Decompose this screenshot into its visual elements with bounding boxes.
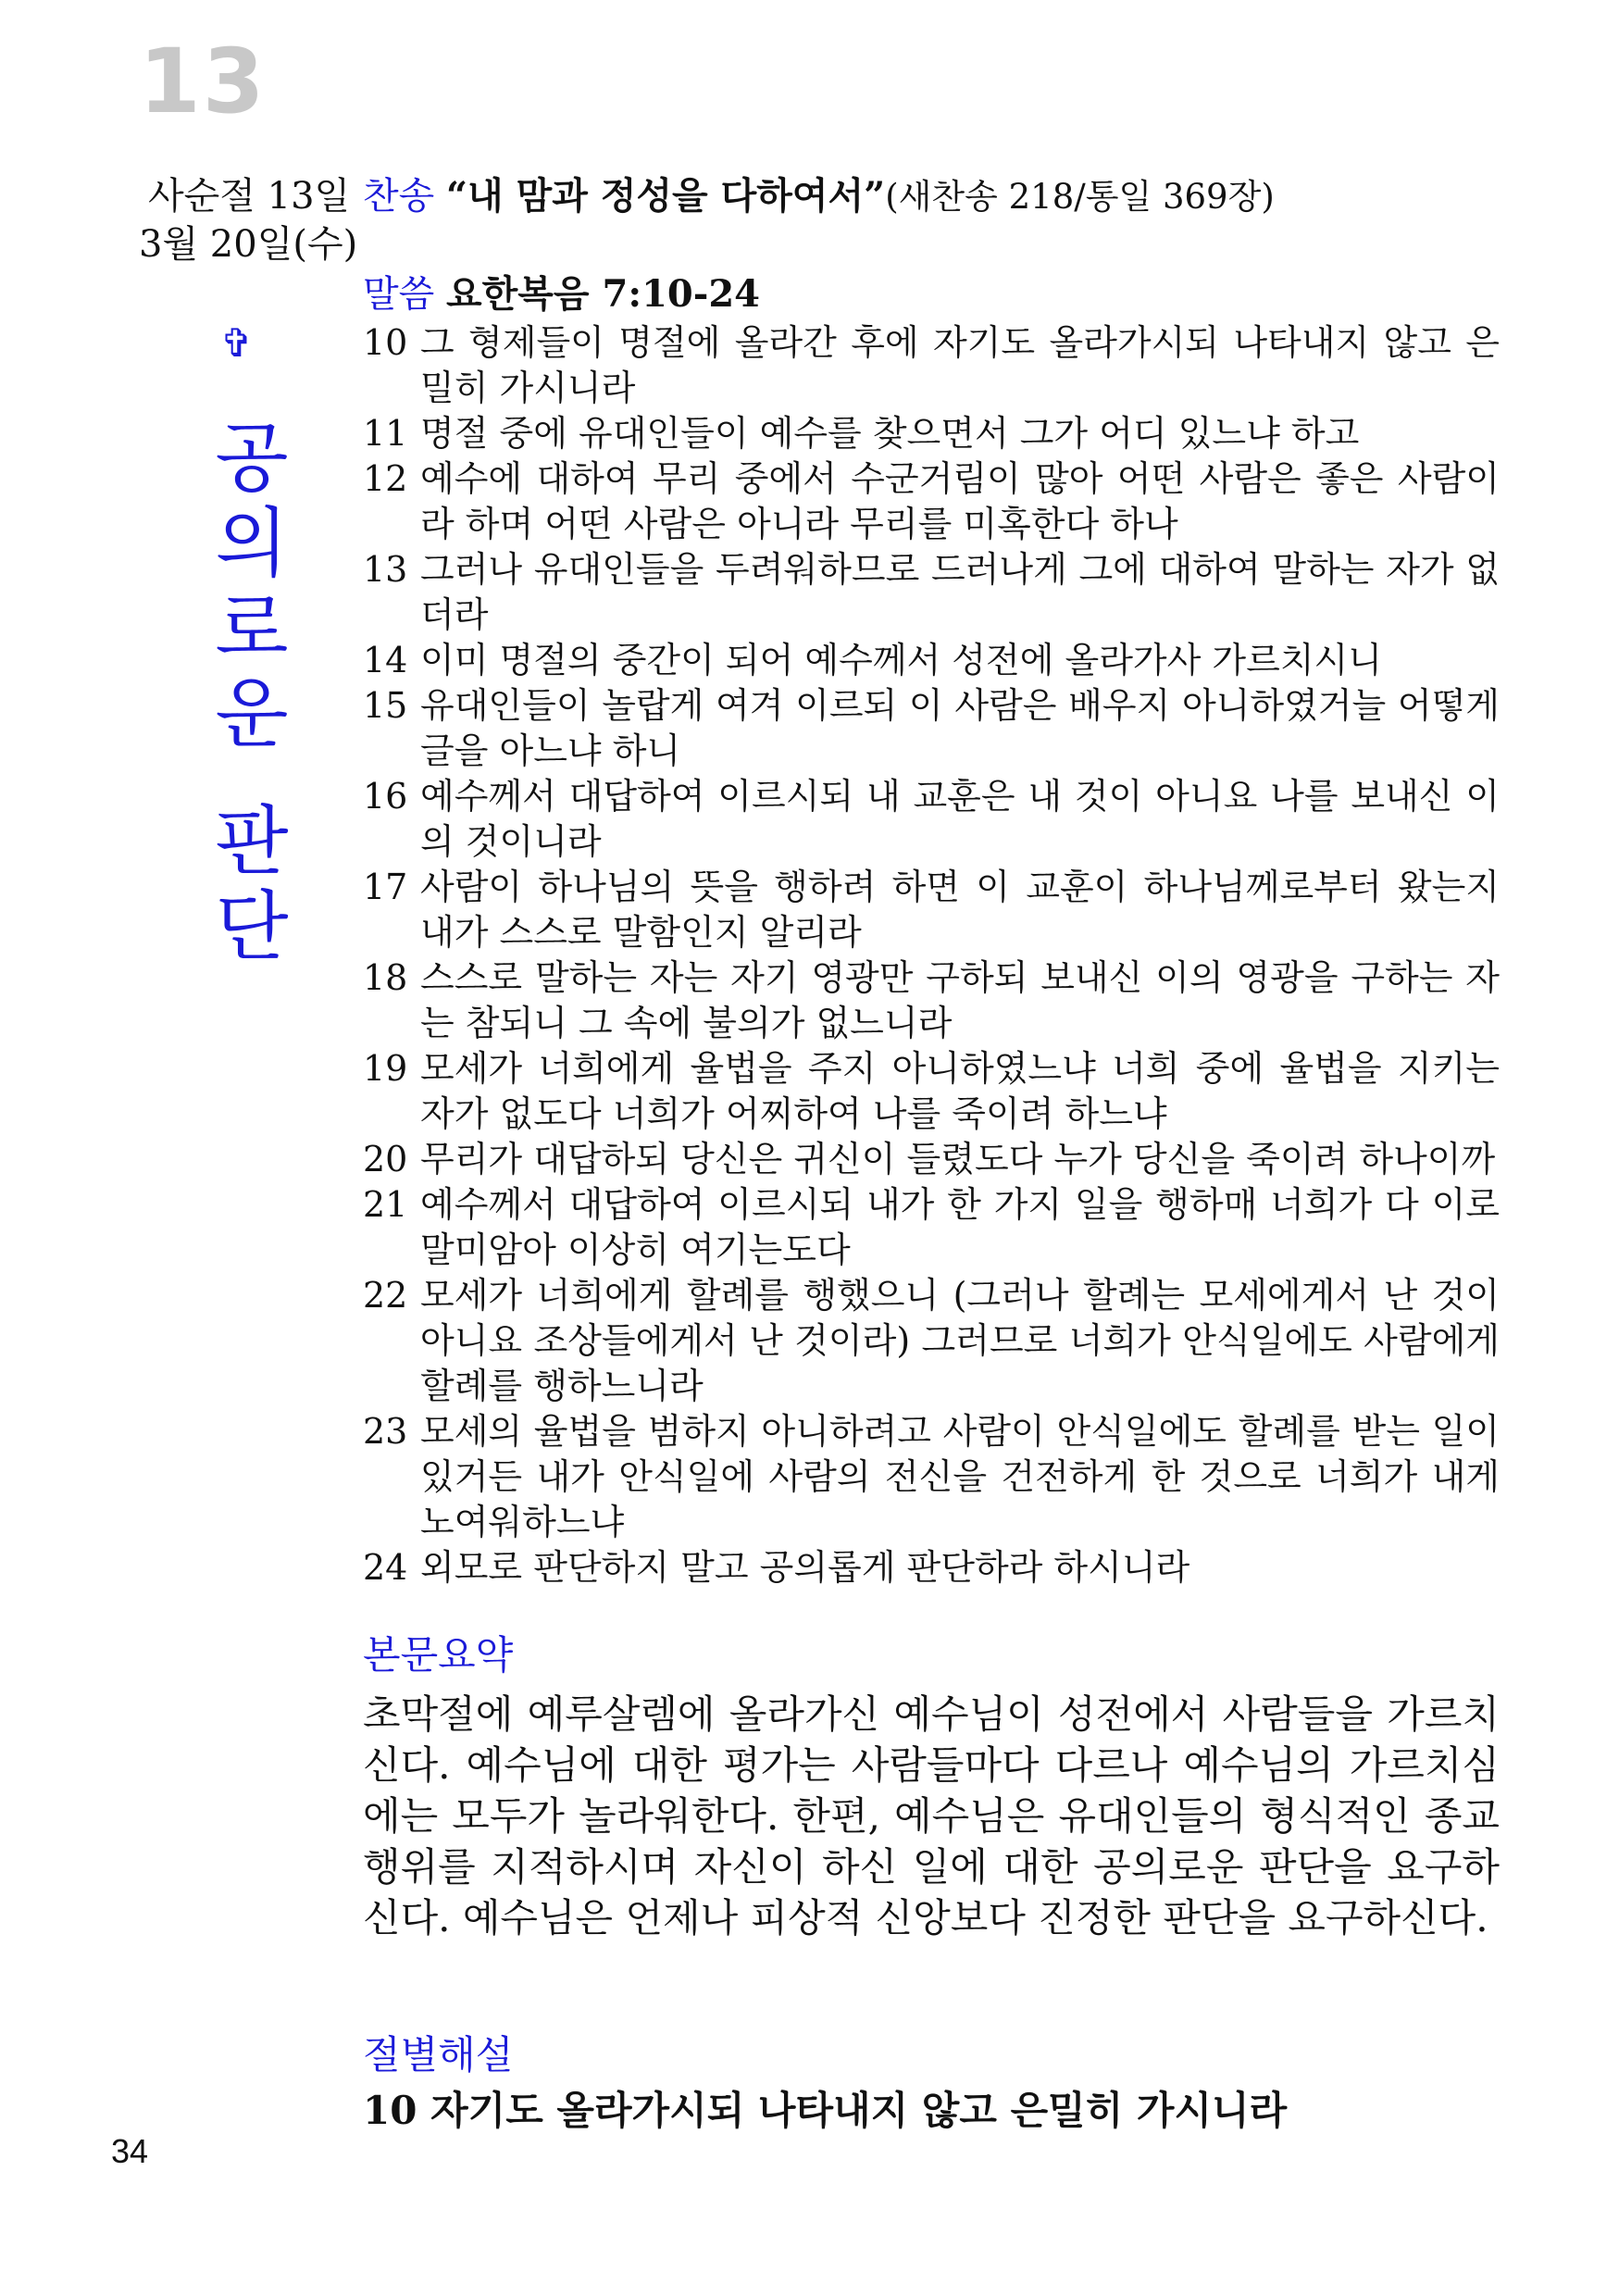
verse-text: 그러나 유대인들을 두려워하므로 드러나게 그에 대하여 말하는 자가 없더라 — [420, 549, 1500, 635]
hymn-label: 찬송 — [363, 175, 435, 218]
hymn-number: (새찬송 218/통일 369장) — [885, 177, 1275, 217]
verse-number: 22 — [363, 1275, 408, 1316]
verse-row — [363, 1409, 1500, 1545]
theme-title — [205, 417, 298, 970]
verse-number: 13 — [363, 549, 408, 590]
verse-row — [363, 1137, 1500, 1182]
verse-row — [363, 955, 1500, 1046]
hymn-line — [363, 172, 1275, 221]
verse-number: 24 — [363, 1547, 408, 1588]
commentary-heading: 절별해설 — [363, 2032, 514, 2078]
verse-text: 이미 명절의 중간이 되어 예수께서 성전에 올라가사 가르치시니 — [420, 640, 1382, 680]
verse-text: 외모로 판단하지 말고 공의롭게 판단하라 하시니라 — [420, 1547, 1190, 1588]
scripture-verses — [363, 320, 1500, 1591]
passage-label: 말씀 — [363, 273, 435, 316]
theme-char: 단 — [215, 883, 289, 971]
verse-row — [363, 638, 1500, 683]
verse-number: 19 — [363, 1048, 408, 1089]
verse-number: 20 — [363, 1139, 408, 1179]
verse-text: 유대인들이 놀랍게 여겨 이르되 이 사람은 배우지 아니하였거늘 어떻게 글을 아느냐 하니 — [420, 685, 1500, 771]
calendar-date: 3월 20일(수) — [139, 223, 358, 266]
verse-text: 예수에 대하여 무리 중에서 수군거림이 많아 어떤 사람은 좋은 사람이라 하며 어떤 사람은 아니라 무리를 미혹한다 하나 — [420, 458, 1500, 544]
verse-text: 예수께서 대답하여 이르시되 내 교훈은 내 것이 아니요 나를 보내신 이의 것이니라 — [420, 776, 1500, 862]
commentary-first-line: 10 자기도 올라가시되 나타내지 않고 은밀히 가시니라 — [363, 2088, 1288, 2133]
verse-row — [363, 774, 1500, 865]
verse-row — [363, 1182, 1500, 1273]
verse-number: 16 — [363, 776, 408, 817]
passage-line — [363, 270, 760, 318]
theme-char: 판 — [215, 798, 289, 886]
verse-text: 모세가 너희에게 율법을 주지 아니하였느냐 너희 중에 율법을 지키는 자가 없도다 너희가 어찌하여 나를 죽이려 하느냐 — [420, 1048, 1500, 1134]
verse-number: 21 — [363, 1184, 408, 1225]
verse-text: 그 형제들이 명절에 올라간 후에 자기도 올라가시되 나타내지 않고 은밀히 가시니라 — [420, 322, 1500, 408]
verse-text: 명절 중에 유대인들이 예수를 찾으면서 그가 어디 있느냐 하고 — [420, 413, 1360, 454]
theme-char: 의 — [215, 500, 289, 588]
verse-number: 10 — [363, 322, 408, 363]
verse-number: 12 — [363, 458, 408, 499]
verse-row — [363, 865, 1500, 955]
verse-text: 예수께서 대답하여 이르시되 내가 한 가지 일을 행하매 너희가 다 이로 말미암아 이상히 여기는도다 — [420, 1184, 1500, 1270]
verse-row — [363, 456, 1500, 547]
verse-number: 14 — [363, 640, 408, 680]
verse-number: 18 — [363, 957, 408, 998]
verse-row — [363, 320, 1500, 411]
summary-text: 초막절에 예루살렘에 올라가신 예수님이 성전에서 사람들을 가르치신다. 예수님에 대한 평가는 사람들마다 다르나 예수님의 가르치심에는 모두가 놀라워한다. 한편, 예수님은 유대인들의 형식적인 종교 행위를 지적하시며 자신이 하신 일에 대한 공의로운 판단을 요구하신다. 예수님은 언제나 피상적 신앙보다 진정한 판단을 요구하신다. — [363, 1691, 1500, 1940]
date-block — [139, 172, 357, 268]
verse-text: 스스로 말하는 자는 자기 영광만 구하되 보내신 이의 영광을 구하는 자는 참되니 그 속에 불의가 없느니라 — [420, 957, 1500, 1043]
hymn-title: “내 맘과 정성을 다하여서” — [446, 174, 886, 218]
lent-day: 사순절 13일 — [148, 175, 351, 218]
verse-text: 모세의 율법을 범하지 아니하려고 사람이 안식일에도 할례를 받는 일이 있거든 내가 안식일에 사람의 전신을 건전하게 한 것으로 너희가 내게 노여워하느냐 — [420, 1411, 1500, 1542]
cross-icon: ✞ — [220, 320, 254, 366]
verse-row — [363, 411, 1500, 456]
verse-row — [363, 683, 1500, 774]
verse-row — [363, 1046, 1500, 1137]
verse-text: 무리가 대답하되 당신은 귀신이 들렸도다 누가 당신을 죽이려 하나이까 — [420, 1139, 1496, 1179]
verse-row — [363, 1273, 1500, 1409]
passage-reference: 요한복음 7:10-24 — [446, 272, 761, 316]
day-number: 13 — [139, 30, 267, 133]
verse-text: 모세가 너희에게 할례를 행했으니 (그러나 할례는 모세에게서 난 것이 아니요 조상들에게서 난 것이라) 그러므로 너희가 안식일에도 사람에게 할례를 행하느니라 — [420, 1275, 1500, 1406]
summary-heading: 본문요약 — [363, 1632, 514, 1678]
verse-number: 15 — [363, 685, 408, 726]
theme-char: 공 — [215, 415, 289, 503]
page-number: 34 — [111, 2132, 149, 2170]
verse-row — [363, 547, 1500, 638]
verse-row — [363, 1545, 1500, 1591]
verse-number: 23 — [363, 1411, 408, 1452]
verse-number: 17 — [363, 867, 408, 907]
verse-text: 사람이 하나님의 뜻을 행하려 하면 이 교훈이 하나님께로부터 왔는지 내가 스스로 말함인지 알리라 — [420, 867, 1500, 953]
verse-number: 11 — [363, 413, 408, 454]
theme-gap — [205, 757, 298, 800]
theme-char: 로 — [215, 585, 289, 673]
theme-char: 운 — [215, 670, 289, 758]
